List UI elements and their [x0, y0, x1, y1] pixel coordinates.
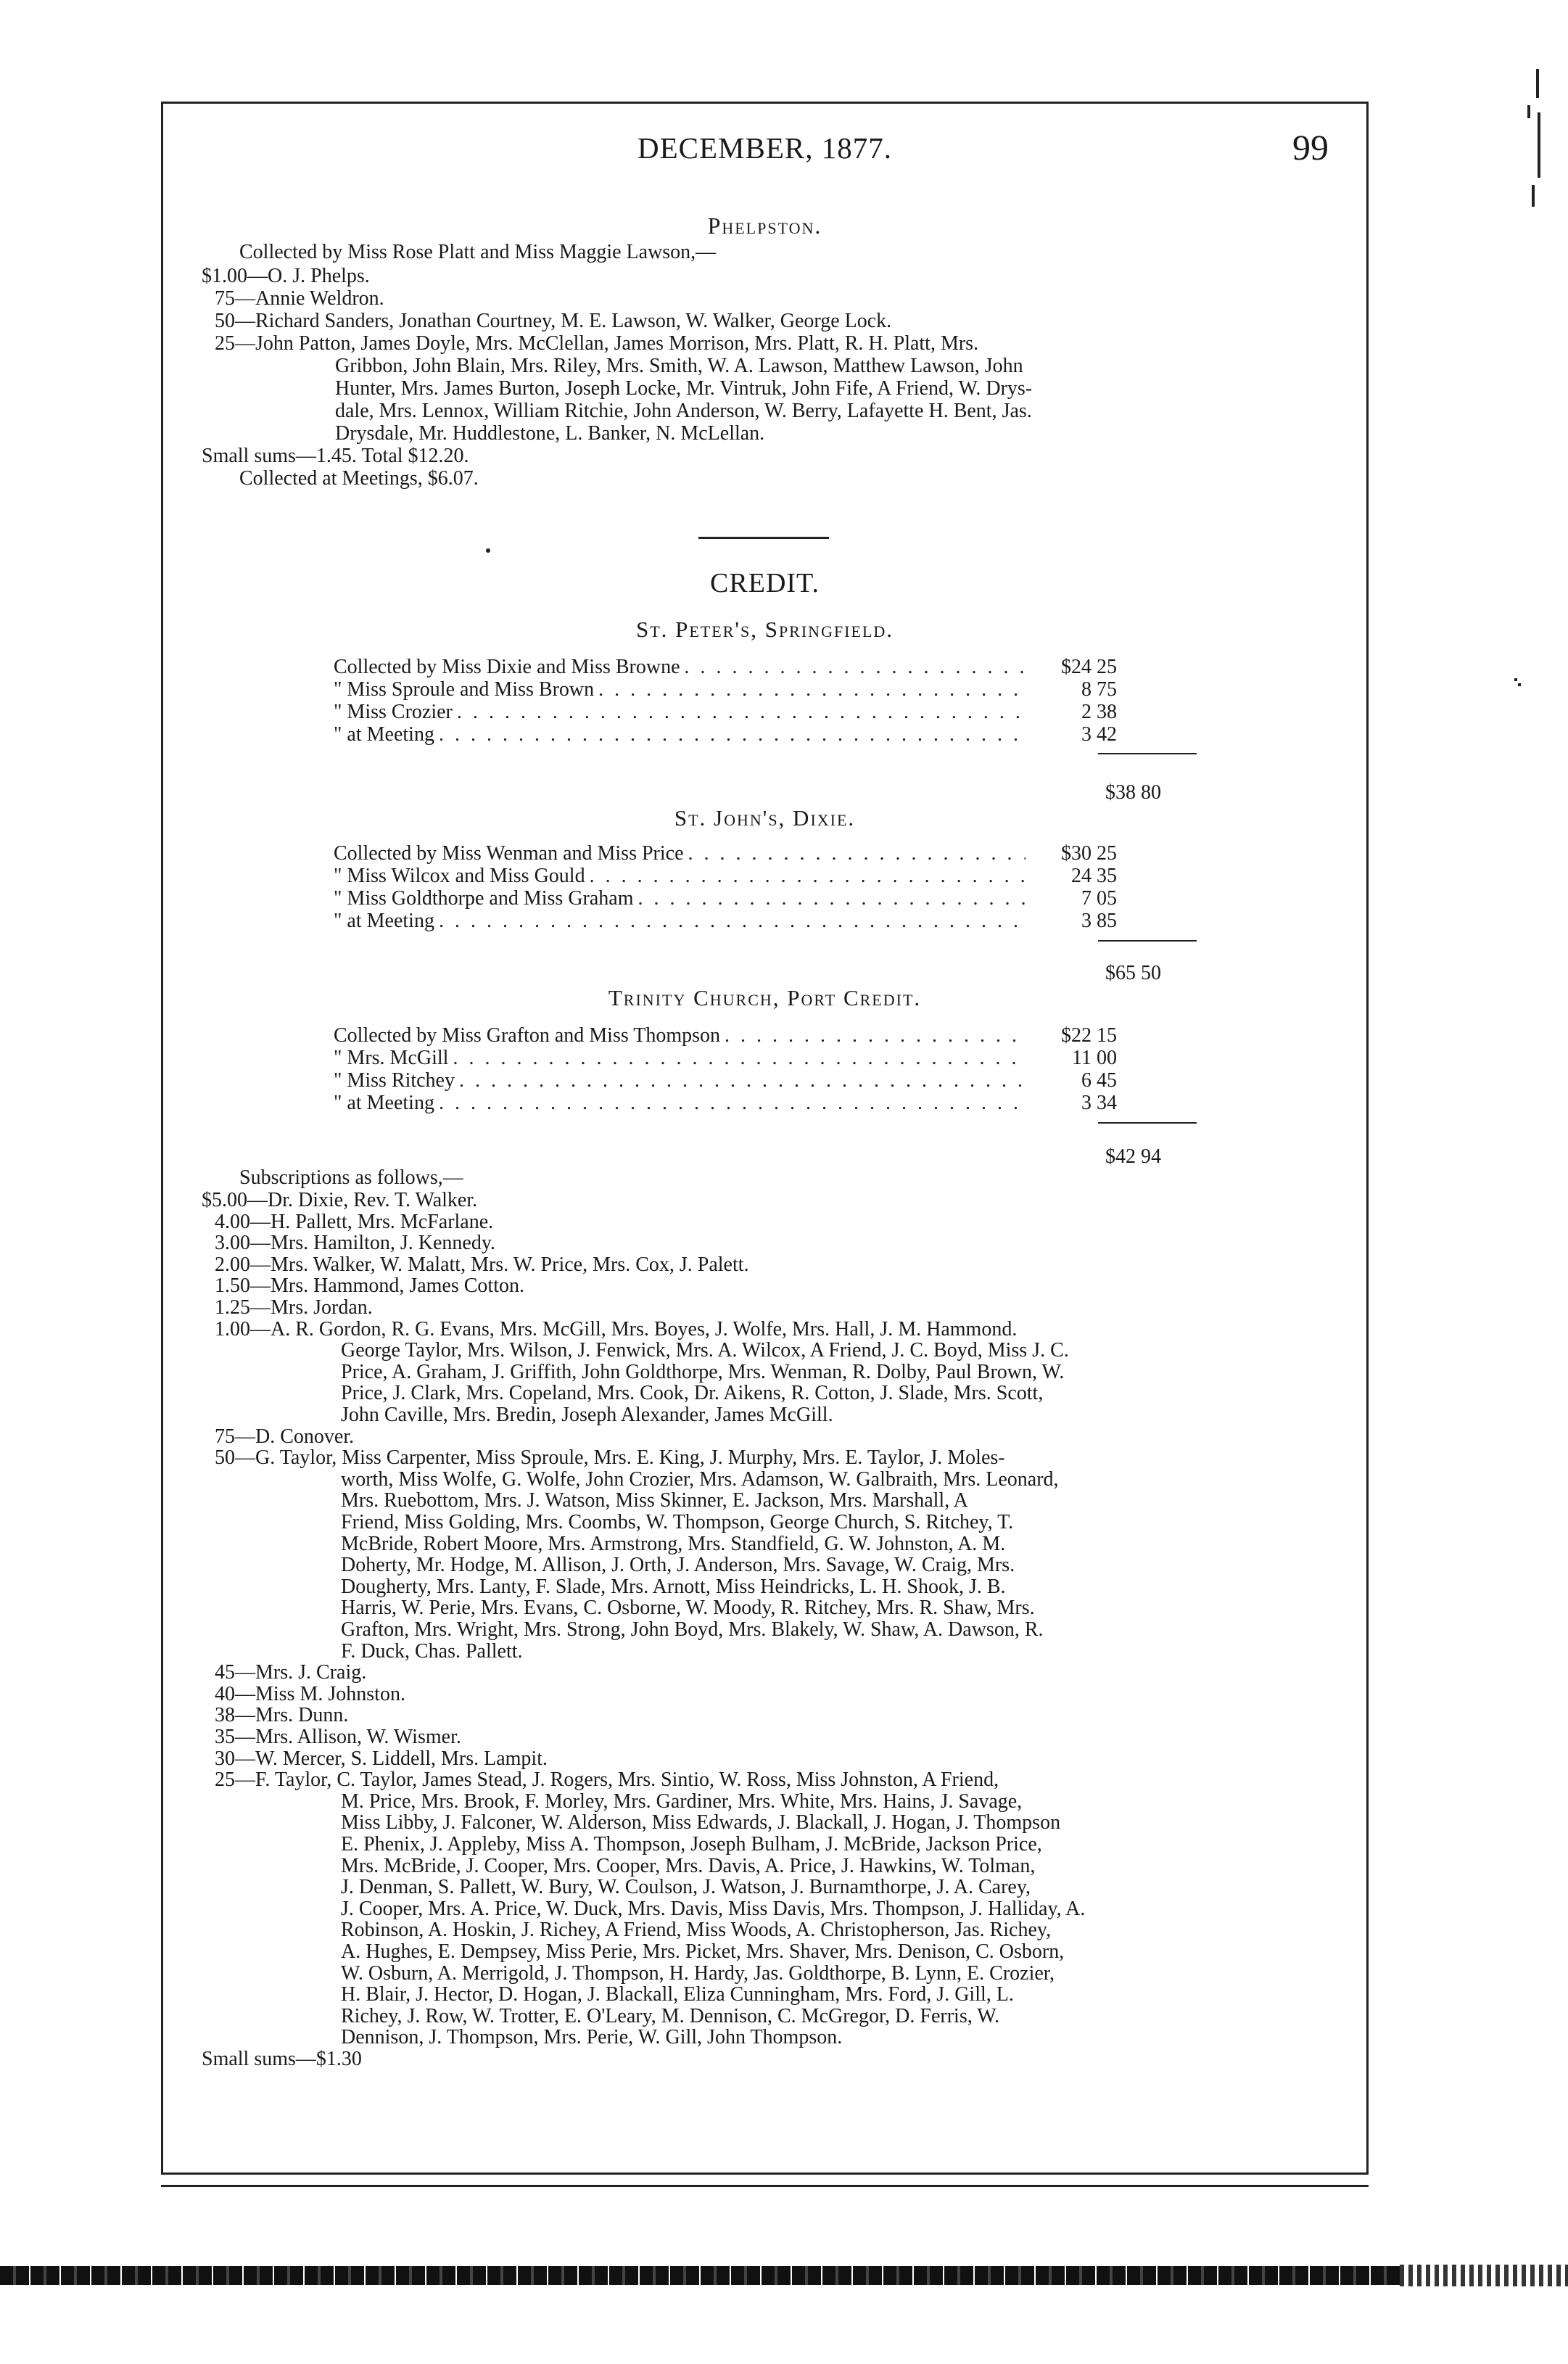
subscription-line: 45—Mrs. J. Craig. [215, 1661, 367, 1684]
collection-row: " Miss Crozier . . . 2 38 [334, 701, 1117, 723]
phelpston-heading: Phelpston. [707, 213, 822, 239]
phelpston-line: Small sums—1.45. Total $12.20. [202, 445, 469, 467]
subscription-line: George Taylor, Mrs. Wilson, J. Fenwick, Mrs. A. Wilcox, A Friend, J. C. Boyd, Miss J. C. [341, 1339, 1069, 1362]
subscription-line: Dennison, J. Thompson, Mrs. Perie, W. Gill, John Thompson. [341, 2026, 843, 2048]
subscription-line: John Caville, Mrs. Bredin, Joseph Alexander, James McGill. [341, 1404, 833, 1426]
subscription-line: 35—Mrs. Allison, W. Wismer. [215, 1726, 461, 1748]
collection-row: " at Meeting . . . 3 34 [334, 1092, 1117, 1114]
scan-specks [1523, 69, 1545, 214]
collection-row: " Miss Sproule and Miss Brown . . . 8 75 [334, 679, 1117, 701]
subscription-line: McBride, Robert Moore, Mrs. Armstrong, Mrs. Standfield, G. W. Johnston, A. M. [341, 1533, 1006, 1555]
collection-row: Collected by Miss Grafton and Miss Thompson . . . $22 15 [334, 1025, 1117, 1047]
subscription-line: 4.00—H. Pallett, Mrs. McFarlane. [215, 1211, 494, 1233]
subscription-line: Mrs. Ruebottom, Mrs. J. Watson, Miss Skinner, E. Jackson, Mrs. Marshall, A [341, 1489, 968, 1512]
phelpston-line: 50—Richard Sanders, Jonathan Courtney, M. E. Lawson, W. Walker, George Lock. [215, 310, 892, 332]
subscription-line: M. Price, Mrs. Brook, F. Morley, Mrs. Gardiner, Mrs. White, Mrs. Hains, J. Savage, [341, 1790, 1023, 1813]
subscription-line: $5.00—Dr. Dixie, Rev. T. Walker. [202, 1189, 478, 1211]
phelpston-line: Hunter, Mrs. James Burton, Joseph Locke, Mr. Vintruk, John Fife, A Friend, W. Drys- [335, 377, 1033, 400]
subscription-line: W. Osburn, A. Merrigold, J. Thompson, H. Hardy, Jas. Goldthorpe, B. Lynn, E. Crozier, [341, 1962, 1055, 1985]
subscription-line: J. Denman, S. Pallett, W. Bury, W. Coulson, J. Watson, J. Burnamthorpe, J. A. Carey, [341, 1876, 1031, 1898]
subscription-line: Mrs. McBride, J. Cooper, Mrs. Cooper, Mrs. Davis, A. Price, J. Hawkins, W. Tolman, [341, 1855, 1036, 1877]
collection-row: " Miss Wilcox and Miss Gould . . . 24 35 [334, 865, 1117, 887]
subscription-line: Robinson, A. Hoskin, J. Richey, A Friend, Miss Woods, A. Christopherson, Jas. Richey, [341, 1919, 1052, 1941]
subscription-line: F. Duck, Chas. Pallett. [341, 1640, 523, 1663]
collection-row: Collected by Miss Dixie and Miss Browne . . . $24 25 [334, 656, 1117, 678]
subscription-line: Price, A. Graham, J. Griffith, John Goldthorpe, Mrs. Wenman, R. Dolby, Paul Brown, W. [341, 1361, 1065, 1383]
page-border-double [161, 2185, 1369, 2187]
collection-row: " Mrs. McGill . . . 11 00 [334, 1047, 1117, 1069]
subscription-line: 2.00—Mrs. Walker, W. Malatt, Mrs. W. Price, Mrs. Cox, J. Palett. [215, 1253, 749, 1276]
section-rule [698, 537, 829, 539]
phelpston-line: Gribbon, John Blain, Mrs. Riley, Mrs. Smith, W. A. Lawson, Matthew Lawson, John [335, 355, 1023, 377]
phelpston-line: 75—Annie Weldron. [215, 287, 384, 310]
phelpston-collected-by: Collected by Miss Rose Platt and Miss Maggie Lawson,— [239, 241, 717, 263]
subscription-line: Dougherty, Mrs. Lanty, F. Slade, Mrs. Arnott, Miss Heindricks, L. H. Shook, J. B. [341, 1576, 1006, 1598]
phelpston-line: 25—John Patton, James Doyle, Mrs. McClellan, James Morrison, Mrs. Platt, R. H. Platt, Mrs. [215, 332, 979, 355]
scan-edge-band [0, 2249, 1568, 2292]
credit-heading: CREDIT. [710, 568, 820, 598]
scan-speck [1514, 678, 1522, 687]
subscription-line: 50—G. Taylor, Miss Carpenter, Miss Sproule, Mrs. E. King, J. Murphy, Mrs. E. Taylor, J. Moles- [215, 1446, 1005, 1469]
page-title: DECEMBER, 1877. [637, 131, 892, 165]
parish-heading: Trinity Church, Port Credit. [608, 985, 922, 1010]
ink-dot [486, 548, 490, 553]
subscription-line: 1.00—A. R. Gordon, R. G. Evans, Mrs. McGill, Mrs. Boyes, J. Wolfe, Mrs. Hall, J. M. Hammond. [215, 1318, 1018, 1340]
collection-row: " at Meeting . . . 3 42 [334, 724, 1117, 746]
subscription-line: 40—Miss M. Johnston. [215, 1683, 405, 1705]
sum-rule [1098, 753, 1197, 754]
subscription-line: J. Cooper, Mrs. A. Price, W. Duck, Mrs. Davis, Miss Davis, Mrs. Thompson, J. Halliday, A. [341, 1898, 1086, 1920]
subscriptions-small-sums: Small sums—$1.30 [202, 2048, 362, 2070]
collection-row: " at Meeting . . . 3 85 [334, 910, 1117, 932]
parish-total: $65 50 [1105, 962, 1161, 984]
parish-heading: St. John's, Dixie. [674, 805, 856, 831]
sum-rule [1098, 940, 1197, 942]
subscription-line: E. Phenix, J. Appleby, Miss A. Thompson, Joseph Bulham, J. McBride, Jackson Price, [341, 1833, 1042, 1856]
collection-row: " Miss Ritchey . . . 6 45 [334, 1070, 1117, 1092]
subscription-line: 30—W. Mercer, S. Liddell, Mrs. Lampit. [215, 1747, 548, 1770]
collection-row: " Miss Goldthorpe and Miss Graham . . . 7 05 [334, 888, 1117, 910]
sum-rule [1098, 1122, 1197, 1124]
phelpston-line: dale, Mrs. Lennox, William Ritchie, John Anderson, W. Berry, Lafayette H. Bent, Jas. [335, 400, 1032, 422]
phelpston-line: $1.00—O. J. Phelps. [202, 265, 370, 287]
subscription-line: worth, Miss Wolfe, G. Wolfe, John Crozier, Mrs. Adamson, W. Galbraith, Mrs. Leonard, [341, 1468, 1059, 1491]
subscription-line: Grafton, Mrs. Wright, Mrs. Strong, John Boyd, Mrs. Blakely, W. Shaw, A. Dawson, R. [341, 1618, 1044, 1641]
subscription-line: Doherty, Mr. Hodge, M. Allison, J. Orth, J. Anderson, Mrs. Savage, W. Craig, Mrs. [341, 1554, 1015, 1576]
subscription-line: Miss Libby, J. Falconer, W. Alderson, Miss Edwards, J. Blackall, J. Hogan, J. Thompson [341, 1811, 1061, 1834]
subscription-line: H. Blair, J. Hector, D. Hogan, J. Blackall, Eliza Cunningham, Mrs. Ford, J. Gill, L. [341, 1983, 1014, 2006]
subscription-line: 75—D. Conover. [215, 1425, 355, 1448]
subscription-line: Harris, W. Perie, Mrs. Evans, C. Osborne, W. Moody, R. Ritchey, Mrs. R. Shaw, Mrs. [341, 1597, 1035, 1619]
subscription-line: Richey, J. Row, W. Trotter, E. O'Leary, M. Dennison, C. McGregor, D. Ferris, W. [341, 2005, 1000, 2027]
parish-heading: St. Peter's, Springfield. [635, 617, 894, 642]
subscription-line: 3.00—Mrs. Hamilton, J. Kennedy. [215, 1232, 496, 1254]
phelpston-line: Collected at Meetings, $6.07. [239, 467, 479, 490]
subscription-line: 25—F. Taylor, C. Taylor, James Stead, J. Rogers, Mrs. Sintio, W. Ross, Miss Johnston, A Friend, [215, 1768, 999, 1791]
collection-row: Collected by Miss Wenman and Miss Price . . . $30 25 [334, 843, 1117, 865]
subscription-line: 38—Mrs. Dunn. [215, 1704, 349, 1726]
running-header [161, 127, 1369, 174]
parish-total: $38 80 [1105, 781, 1161, 804]
parish-total: $42 94 [1105, 1145, 1161, 1168]
subscription-line: 1.25—Mrs. Jordan. [215, 1296, 373, 1319]
phelpston-line: Drysdale, Mr. Huddlestone, L. Banker, N. McLellan. [335, 422, 765, 445]
subscription-line: Friend, Miss Golding, Mrs. Coombs, W. Thompson, George Church, S. Ritchey, T. [341, 1511, 1014, 1533]
subscription-line: Price, J. Clark, Mrs. Copeland, Mrs. Cook, Dr. Aikens, R. Cotton, J. Slade, Mrs. Scott, [341, 1382, 1044, 1404]
subscriptions-intro: Subscriptions as follows,— [239, 1166, 463, 1189]
subscription-line: A. Hughes, E. Dempsey, Miss Perie, Mrs. Picket, Mrs. Shaver, Mrs. Denison, C. Osborn, [341, 1940, 1065, 1963]
subscription-line: 1.50—Mrs. Hammond, James Cotton. [215, 1274, 524, 1297]
page-number: 99 [1292, 127, 1329, 168]
